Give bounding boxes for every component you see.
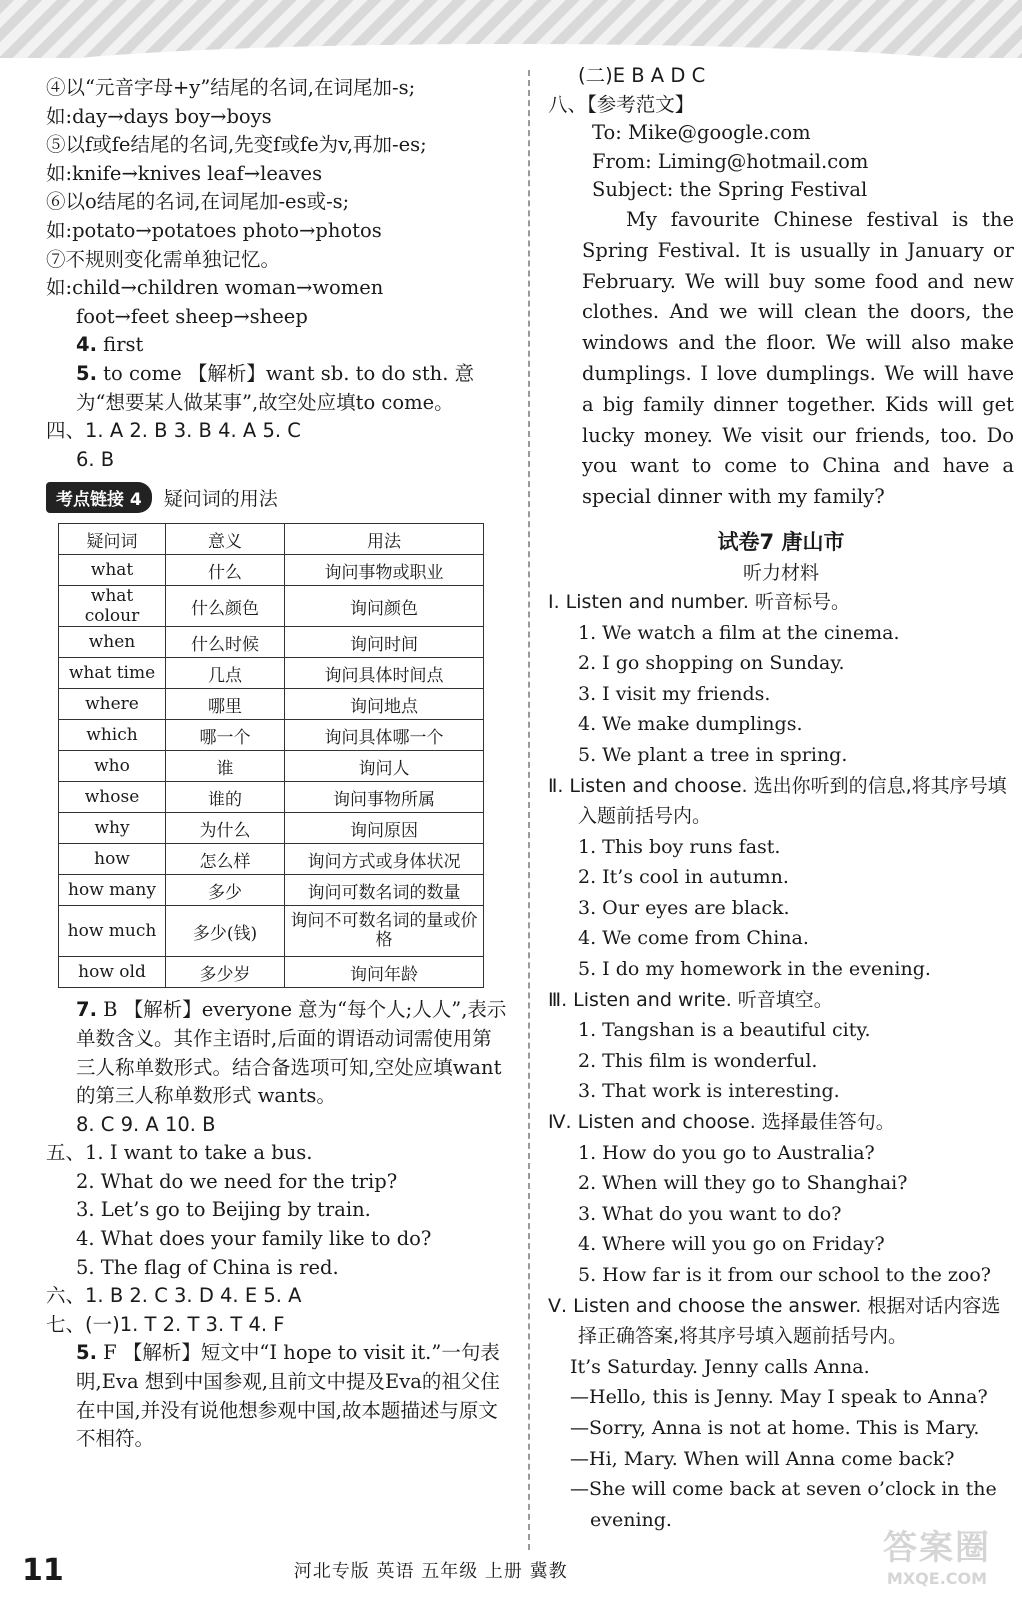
rule-line: foot→feet sheep→sheep bbox=[76, 304, 308, 328]
table-row bbox=[59, 957, 484, 988]
section-5-item: 2. What do we need for the trip? bbox=[76, 1169, 398, 1193]
table-cell: 多少(钱) bbox=[166, 906, 285, 957]
listening-item: 5. I do my homework in the evening. bbox=[578, 958, 931, 981]
listening-item: 3. That work is interesting. bbox=[578, 1080, 840, 1103]
dialogue-line: —Sorry, Anna is not at home. This is Mary. bbox=[570, 1416, 980, 1439]
table-cell: what time bbox=[59, 658, 166, 689]
listening-item: 1. How do you go to Australia? bbox=[578, 1141, 875, 1164]
answer-7: 7. B 【解析】everyone 意为“每个人;人人”,表示单数含义。其作主语时,后面的谓语动词需使用第三人称单数形式。结合备选项可知,空处应填want的第三人称单数形式 wants。 bbox=[76, 998, 507, 1108]
right-column bbox=[548, 62, 1014, 1535]
table-cell: 询问人 bbox=[285, 751, 484, 782]
table-cell: 多少 bbox=[166, 875, 285, 906]
table-cell: 哪里 bbox=[166, 689, 285, 720]
answer-4: 4. first bbox=[76, 333, 144, 357]
table-row bbox=[59, 720, 484, 751]
table-cell: 询问颜色 bbox=[285, 586, 484, 627]
table-row bbox=[59, 555, 484, 586]
table-cell: 询问时间 bbox=[285, 627, 484, 658]
listening-item: 5. We plant a tree in spring. bbox=[578, 743, 848, 766]
table-cell: 为什么 bbox=[166, 813, 285, 844]
rule-line: 如:knife→knives leaf→leaves bbox=[46, 161, 323, 185]
table-cell: what bbox=[59, 555, 166, 586]
section-7-answer-5: 5. F 【解析】短文中“I hope to visit it.”一句表明,Eva 想到中国参观,且前文中提及Eva的祖父住在中国,并没有说他想参观中国,故本题描述与原文不相符。 bbox=[76, 1341, 500, 1451]
table-cell: 询问具体时间点 bbox=[285, 658, 484, 689]
listening-item: 3. What do you want to do? bbox=[578, 1202, 842, 1225]
listening-item: 4. We make dumplings. bbox=[578, 713, 803, 736]
table-row bbox=[59, 844, 484, 875]
table-cell: 询问可数名词的数量 bbox=[285, 875, 484, 906]
listening-item: 1. We watch a film at the cinema. bbox=[578, 621, 900, 644]
table-cell: 询问地点 bbox=[285, 689, 484, 720]
table-cell: 什么颜色 bbox=[166, 586, 285, 627]
section-heading: Ⅱ. Listen and choose. 选出你听到的信息,将其序号填入题前括号内。 bbox=[548, 774, 1007, 828]
answer-8-10: 8. C 9. A 10. B bbox=[76, 1112, 216, 1136]
table-cell: why bbox=[59, 813, 166, 844]
dialogue-line: evening. bbox=[590, 1508, 672, 1531]
paper-subtitle: 听力材料 bbox=[742, 561, 819, 584]
table-header: 意义 bbox=[166, 524, 285, 555]
table-cell: 询问年龄 bbox=[285, 957, 484, 988]
table-cell: 询问具体哪一个 bbox=[285, 720, 484, 751]
listening-sections bbox=[548, 587, 1014, 1291]
rule-line: 如:day→days boy→boys bbox=[46, 104, 272, 128]
section-4-extra: 6. B bbox=[76, 447, 115, 471]
table-row bbox=[59, 782, 484, 813]
table-cell: 谁的 bbox=[166, 782, 285, 813]
rule-line: ④以“元音字母+y”结尾的名词,在词尾加-s; bbox=[46, 76, 416, 99]
listening-section bbox=[548, 771, 1014, 985]
table-cell: how many bbox=[59, 875, 166, 906]
listening-section bbox=[548, 1107, 1014, 1291]
section-heading: Ⅳ. Listen and choose. 选择最佳答句。 bbox=[548, 1111, 895, 1134]
table-header-row bbox=[59, 524, 484, 555]
listening-item: 2. It’s cool in autumn. bbox=[578, 866, 789, 889]
footer-text: 河北专版 英语 五年级 上册 冀教 bbox=[293, 1561, 568, 1582]
section-heading: Ⅰ. Listen and number. 听音标号。 bbox=[548, 590, 850, 613]
table-row bbox=[59, 586, 484, 627]
table-row bbox=[59, 627, 484, 658]
plural-rules bbox=[46, 74, 508, 331]
listening-item: 2. This film is wonderful. bbox=[578, 1049, 818, 1072]
section-5-item: 五、1. I want to take a bus. bbox=[46, 1141, 313, 1165]
email-body: My favourite Chinese festival is the Spring Festival. It is usually in January or February. We will buy some food and new clothes. And we will clean the doors, the windows and the floor. We will also make dumplings. I love dumplings. We will have a big family dinner together. Kids will get lucky money. We visit our friends, too. Do you want to come to China and have a special dinner with my family? bbox=[582, 207, 1014, 509]
listening-section bbox=[548, 587, 1014, 771]
table-cell: 什么 bbox=[166, 555, 285, 586]
listening-item: 5. How far is it from our school to the zoo? bbox=[578, 1264, 991, 1286]
page-number: 11 bbox=[22, 1552, 64, 1588]
table-header: 疑问词 bbox=[59, 524, 166, 555]
table-cell: 多少岁 bbox=[166, 957, 285, 988]
rule-line: ⑤以f或fe结尾的名词,先变f或fe为v,再加-es; bbox=[46, 133, 427, 157]
table-row bbox=[59, 689, 484, 720]
table-cell: 怎么样 bbox=[166, 844, 285, 875]
watermark-badge: 答案圈 bbox=[883, 1528, 991, 1568]
section-8-heading: 八、【参考范文】 bbox=[548, 92, 695, 116]
section-7-part-2: (二)E B A D C bbox=[578, 64, 706, 87]
table-row bbox=[59, 906, 484, 957]
table-cell: 询问原因 bbox=[285, 813, 484, 844]
section-7: 七、(一)1. T 2. T 3. T 4. F bbox=[46, 1312, 285, 1336]
table-cell: 询问不可数名词的量或价格 bbox=[285, 906, 484, 957]
listening-section-5 bbox=[548, 1291, 1014, 1536]
table-header: 用法 bbox=[285, 524, 484, 555]
table-cell: when bbox=[59, 627, 166, 658]
table-cell: how old bbox=[59, 957, 166, 988]
table-cell: where bbox=[59, 689, 166, 720]
dialogue-line: —Hello, this is Jenny. May I speak to Anna? bbox=[570, 1386, 988, 1409]
table-row bbox=[59, 658, 484, 689]
table-row bbox=[59, 875, 484, 906]
rule-line: ⑦不规则变化需单独记忆。 bbox=[46, 247, 281, 271]
section-5-item: 3. Let’s go to Beijing by train. bbox=[76, 1198, 371, 1222]
dialogue-line: It’s Saturday. Jenny calls Anna. bbox=[570, 1355, 870, 1378]
watermark-logo bbox=[862, 1520, 1012, 1590]
email-from: From: Liming@hotmail.com bbox=[592, 149, 869, 173]
left-column bbox=[46, 74, 508, 1454]
dialogue-line: —She will come back at seven o’clock in the bbox=[570, 1478, 997, 1501]
rule-line: 如:potato→potatoes photo→photos bbox=[46, 218, 382, 242]
table-cell: who bbox=[59, 751, 166, 782]
listening-item: 4. Where will you go on Friday? bbox=[578, 1233, 885, 1256]
email-to: To: Mike@google.com bbox=[592, 121, 811, 145]
banner-title: 疑问词的用法 bbox=[163, 488, 278, 511]
section-heading: Ⅴ. Listen and choose the answer. 根据对话内容选择正确答案,将其序号填入题前括号内。 bbox=[548, 1294, 1001, 1348]
listening-item: 3. Our eyes are black. bbox=[578, 896, 790, 919]
table-cell: whose bbox=[59, 782, 166, 813]
table-cell: how much bbox=[59, 906, 166, 957]
section-4: 四、1. A 2. B 3. B 4. A 5. C bbox=[46, 419, 301, 443]
rule-line: ⑥以o结尾的名词,在词尾加-es或-s; bbox=[46, 190, 350, 214]
rule-line: 如:child→children woman→women bbox=[46, 276, 384, 300]
answer-5: 5. to come 【解析】want sb. to do sth. 意为“想要某人做某事”,故空处应填to come。 bbox=[76, 361, 475, 414]
banner-tag: 考点链接 4 bbox=[46, 482, 152, 513]
email-sample bbox=[548, 119, 1014, 513]
paper-title: 试卷7 唐山市 bbox=[717, 529, 845, 554]
section-heading: Ⅲ. Listen and write. 听音填空。 bbox=[548, 988, 833, 1011]
listening-item: 1. This boy runs fast. bbox=[578, 835, 781, 858]
table-cell: 几点 bbox=[166, 658, 285, 689]
table-cell: 哪一个 bbox=[166, 720, 285, 751]
page-footer bbox=[22, 1548, 1002, 1592]
listening-item: 2. When will they go to Shanghai? bbox=[578, 1172, 908, 1195]
listening-item: 1. Tangshan is a beautiful city. bbox=[578, 1019, 871, 1042]
table-cell: 谁 bbox=[166, 751, 285, 782]
knowledge-banner bbox=[46, 482, 508, 513]
listening-section bbox=[548, 985, 1014, 1107]
section-5-item: 4. What does your family like to do? bbox=[76, 1227, 432, 1251]
listening-item: 4. We come from China. bbox=[578, 927, 809, 950]
table-cell: which bbox=[59, 720, 166, 751]
table-cell: how bbox=[59, 844, 166, 875]
table-cell: 询问事物所属 bbox=[285, 782, 484, 813]
section-5-item: 5. The flag of China is red. bbox=[76, 1255, 339, 1279]
listening-item: 2. I go shopping on Sunday. bbox=[578, 652, 845, 675]
column-divider bbox=[528, 70, 530, 1550]
watermark-site: MXQE.COM bbox=[886, 1569, 988, 1588]
table-cell: 什么时候 bbox=[166, 627, 285, 658]
dialogue-line: —Hi, Mary. When will Anna come back? bbox=[570, 1447, 955, 1470]
email-subject: Subject: the Spring Festival bbox=[592, 178, 868, 202]
section-6: 六、1. B 2. C 3. D 4. E 5. A bbox=[46, 1284, 302, 1308]
question-word-table bbox=[58, 523, 484, 988]
table-cell: 询问方式或身体状况 bbox=[285, 844, 484, 875]
listening-item: 3. I visit my friends. bbox=[578, 682, 771, 705]
section-5 bbox=[46, 1139, 508, 1282]
table-cell: what colour bbox=[59, 586, 166, 627]
table-cell: 询问事物或职业 bbox=[285, 555, 484, 586]
table-row bbox=[59, 813, 484, 844]
table-row bbox=[59, 751, 484, 782]
